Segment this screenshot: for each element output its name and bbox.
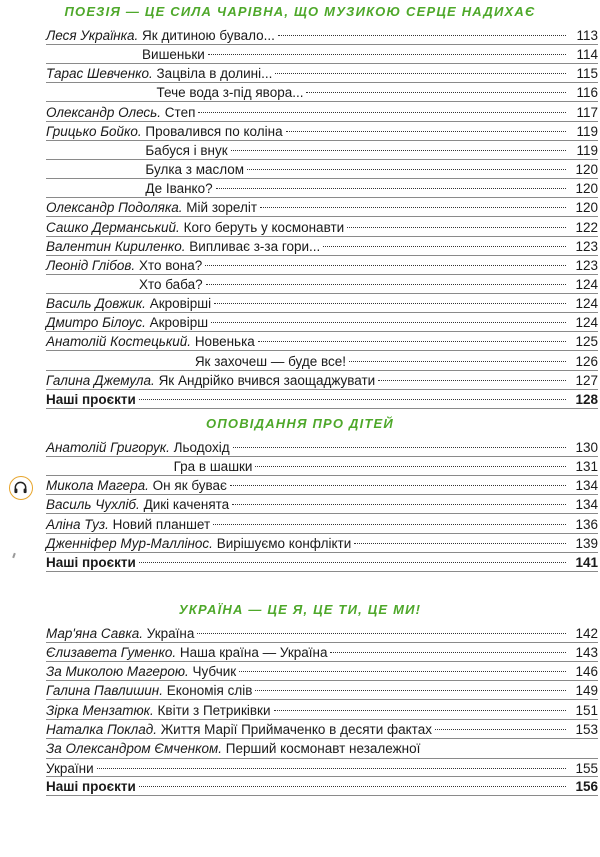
page-number: 134 (575, 497, 598, 513)
entry-author: Василь Довжик. (46, 296, 146, 312)
page-number: 123 (575, 238, 598, 254)
toc-entry[interactable] (46, 662, 598, 681)
toc-entry[interactable] (46, 332, 598, 351)
entry-title: Наші проєкти (46, 554, 136, 570)
dot-leader (213, 524, 566, 525)
entry-author: Микола Магера. (46, 478, 149, 494)
entry-author: Валентин Кириленко. (46, 238, 186, 254)
toc-entry[interactable] (46, 256, 598, 275)
entry-author: Анатолій Григорук. (46, 440, 170, 455)
page-number: 130 (575, 440, 598, 455)
projects-entry[interactable] (46, 553, 598, 572)
toc-entry[interactable] (46, 495, 598, 514)
entry-title: Провалився по коліна (145, 123, 283, 139)
dot-leader (435, 729, 566, 730)
entry-title: Випливає з-за гори... (189, 238, 321, 254)
toc-entry[interactable] (46, 237, 598, 256)
page-number: 115 (576, 66, 598, 82)
entry-underline (46, 408, 598, 409)
entry-author: Дмитро Білоус. (46, 315, 146, 331)
dot-leader (230, 485, 566, 486)
dot-leader (97, 768, 566, 769)
entry-title: Життя Марії Приймаченко в десяти фактах (160, 721, 432, 737)
entry-title: Он як буває (152, 478, 227, 494)
entry-author: Дженніфер Мур-Маллінос. (46, 535, 213, 551)
entry-author: Наталка Поклад. (46, 721, 157, 737)
dot-leader (330, 652, 566, 653)
page-number: 142 (575, 626, 598, 641)
toc-entry[interactable] (46, 83, 598, 102)
entry-title: Новенька (194, 334, 255, 350)
toc-entry[interactable] (46, 198, 598, 217)
page-number: 126 (575, 353, 598, 369)
section-title: ОПОВІДАННЯ ПРО ДІТЕЙ (206, 416, 394, 431)
entry-author: Сашко Дерманський. (46, 219, 180, 235)
dot-leader (255, 466, 566, 467)
entry-author: Галина Павлишин. (46, 683, 163, 699)
entry-author: Тарас Шевченко. (46, 66, 153, 82)
page-number: 117 (576, 104, 598, 120)
entry-title: Бабуся і внук (145, 142, 228, 158)
page-number: 155 (575, 760, 598, 776)
toc-entry[interactable] (46, 739, 598, 777)
dot-leader (306, 92, 566, 93)
page-number: 156 (575, 779, 598, 795)
dot-leader (139, 786, 566, 787)
toc-entry[interactable] (46, 624, 598, 643)
entry-title: Хто баба? (138, 276, 203, 292)
page-number: 123 (575, 257, 598, 273)
dot-leader (211, 322, 566, 323)
entry-title: Наші проєкти (46, 779, 136, 795)
dot-leader (233, 447, 566, 448)
page-number: 128 (575, 391, 598, 407)
page-number: 141 (575, 554, 598, 570)
dot-leader (205, 265, 566, 266)
page-number: 120 (575, 200, 598, 216)
entry-author: Леся Українка. (46, 28, 139, 43)
dot-leader (278, 35, 566, 36)
page-number: 120 (575, 162, 598, 178)
entry-title: Україна (146, 626, 195, 641)
toc-entry[interactable] (46, 438, 598, 457)
entry-title: Мій зореліт (186, 200, 258, 216)
page-number: 116 (576, 85, 598, 101)
projects-entry[interactable] (46, 390, 598, 409)
page-number: 125 (575, 334, 598, 350)
page-number: 136 (575, 516, 598, 532)
entry-author: Грицько Бойко. (46, 123, 142, 139)
entry-title: Хто вона? (138, 257, 203, 273)
entry-author: За Миколою Магерою. (46, 664, 189, 680)
toc-entry[interactable] (46, 45, 598, 64)
entry-author: Галина Джемула. (46, 372, 155, 388)
toc-entry[interactable] (46, 515, 598, 534)
dot-leader (349, 361, 566, 362)
entry-title: Вишеньки (142, 47, 205, 63)
toc-entry[interactable] (46, 160, 598, 179)
toc-entry[interactable] (46, 122, 598, 141)
section-title: ПОЕЗІЯ — ЦЕ СИЛА ЧАРІВНА, ЩО МУЗИКОЮ СЕРЦЕ НАДИХАЄ (64, 4, 536, 19)
entry-title: Де Іванко? (145, 181, 213, 197)
toc-entry[interactable] (46, 218, 598, 237)
dot-leader (247, 169, 566, 170)
dot-leader (214, 303, 566, 304)
section-title: УКРАЇНА — ЦЕ Я, ЦЕ ТИ, ЦЕ МИ! (178, 602, 422, 617)
toc-entry[interactable] (46, 294, 598, 313)
entry-title: Чубчик (192, 664, 237, 680)
page-number: 124 (575, 276, 598, 292)
dot-leader (239, 671, 566, 672)
entry-author: Аліна Туз. (46, 516, 109, 532)
projects-entry[interactable] (46, 777, 598, 796)
dot-leader (274, 710, 566, 711)
dot-leader (206, 284, 566, 285)
entry-title: Як дитиною бувало... (142, 28, 275, 43)
dot-leader (208, 54, 566, 55)
toc-entry[interactable] (46, 720, 598, 739)
headphones-glyph (13, 480, 28, 495)
dot-leader (286, 131, 566, 132)
dot-leader (378, 380, 566, 381)
entry-author: Леонід Глібов. (46, 257, 136, 273)
entry-title: Як захочеш — буде все! (194, 353, 347, 369)
entry-author: Анатолій Костецький. (46, 334, 192, 350)
entry-author: Єлизавета Гуменко. (46, 645, 177, 661)
entry-title: Степ (164, 104, 196, 120)
entry-author: Зірка Мензатюк. (46, 702, 154, 718)
toc-entry[interactable] (46, 457, 598, 476)
page-number: 131 (575, 459, 598, 475)
toc-entry[interactable] (46, 275, 598, 294)
entry-underline (46, 795, 598, 796)
page-number: 114 (576, 47, 598, 63)
toc-entry[interactable] (46, 371, 598, 390)
toc-entry[interactable] (46, 534, 598, 553)
entry-title: Новий планшет (112, 516, 211, 532)
toc-entry[interactable] (46, 103, 598, 122)
dot-leader (216, 188, 566, 189)
entry-author: Олександр Олесь. (46, 104, 162, 120)
entry-title-continued: України (46, 760, 94, 776)
toc-entry[interactable] (46, 352, 598, 371)
dot-leader (231, 150, 566, 151)
page-number: 139 (575, 535, 598, 551)
entry-author: За Олександром Ємченком. (46, 740, 223, 756)
entry-author: Олександр Подоляка. (46, 200, 183, 216)
page-number: 146 (575, 664, 598, 680)
entry-title: Наша країна — Україна (179, 645, 328, 661)
toc-entry[interactable] (46, 26, 598, 45)
entry-title: Дикі каченята (143, 497, 230, 513)
page-number: 149 (575, 683, 598, 699)
toc-entry[interactable] (46, 179, 598, 198)
dot-leader (323, 246, 566, 247)
entry-title: Льодохід (173, 440, 230, 455)
page-number: 113 (576, 28, 598, 43)
entry-author: Василь Чухліб. (46, 497, 140, 513)
toc-entry[interactable] (46, 313, 598, 332)
entry-author: Мар'яна Савка. (46, 626, 143, 641)
page-number: 127 (575, 372, 598, 388)
toc-entry[interactable] (46, 64, 598, 83)
entry-title: Тече вода з-під явора... (156, 85, 304, 101)
entry-title: Квіти з Петриківки (157, 702, 271, 718)
toc-entry[interactable] (46, 643, 598, 662)
entry-title: Акровірші (149, 296, 212, 312)
page-number: 119 (576, 123, 598, 139)
page-number: 134 (575, 478, 598, 494)
page-number: 143 (575, 645, 598, 661)
dot-leader (197, 633, 566, 634)
dot-leader (258, 341, 566, 342)
entry-title: Гра в шашки (173, 459, 253, 475)
entry-title: Як Андрійко вчився заощаджувати (158, 372, 376, 388)
entry-title: Вирішуємо конфлікти (216, 535, 352, 551)
dot-leader (255, 690, 566, 691)
page-number: 124 (575, 296, 598, 312)
page-number: 120 (575, 181, 598, 197)
page-number: 153 (575, 721, 598, 737)
toc-entry[interactable] (46, 681, 598, 700)
entry-title: Наші проєкти (46, 391, 136, 407)
dot-leader (354, 543, 566, 544)
entry-title: Кого беруть у космонавти (183, 219, 345, 235)
dot-leader (347, 227, 566, 228)
page-number: 119 (576, 142, 598, 158)
entry-title: Акровірш (149, 315, 209, 331)
dot-leader (139, 562, 566, 563)
entry-title: Перший космонавт незалежної (225, 740, 421, 756)
toc-entry[interactable] (46, 701, 598, 720)
page-number: 151 (575, 702, 598, 718)
page-number: 124 (575, 315, 598, 331)
page-number: 122 (575, 219, 598, 235)
dot-leader (275, 73, 566, 74)
toc-entry[interactable] (46, 141, 598, 160)
dot-leader (232, 504, 566, 505)
toc-entry[interactable] (46, 476, 598, 495)
entry-underline (46, 571, 598, 572)
dot-leader (139, 399, 566, 400)
dot-leader (198, 112, 566, 113)
dot-leader (260, 207, 566, 208)
entry-title: Булка з маслом (145, 162, 245, 178)
entry-title: Економія слів (166, 683, 253, 699)
entry-title: Зацвіла в долині... (156, 66, 273, 82)
headphones-icon[interactable] (9, 476, 33, 500)
